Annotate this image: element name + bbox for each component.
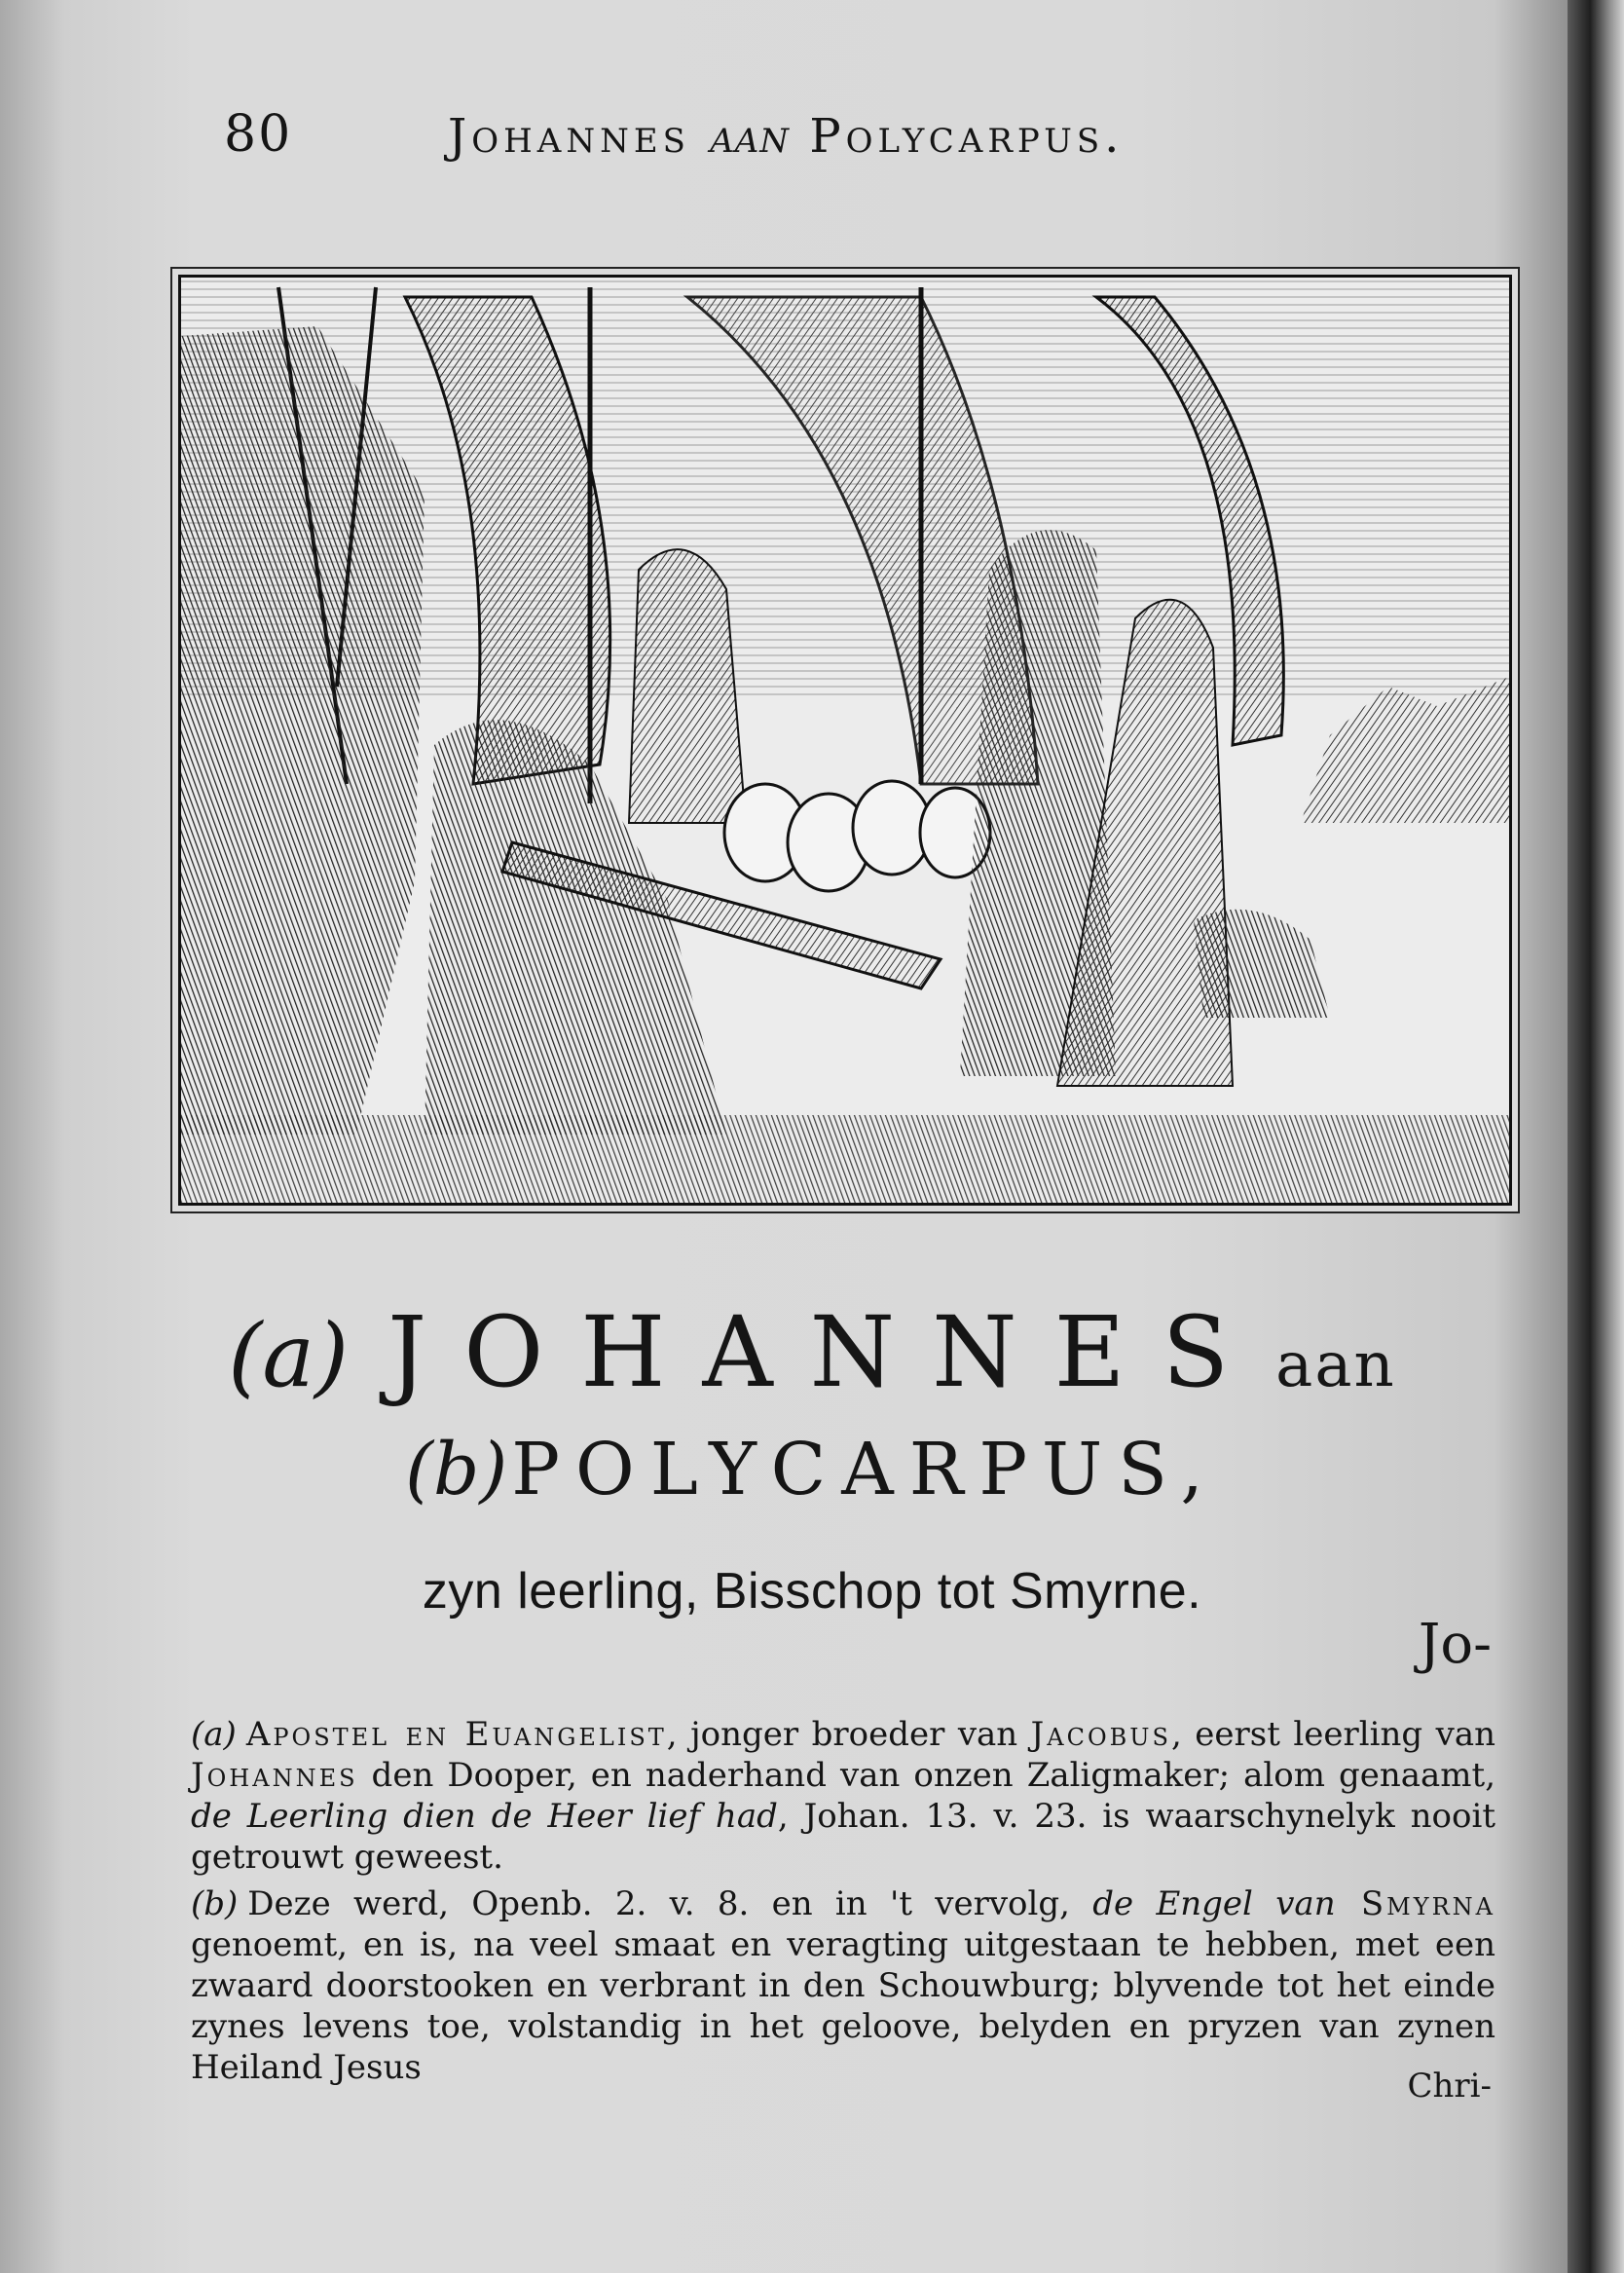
footnote-b-mark: (b): [191, 1884, 239, 1923]
next-page-edge: [1568, 0, 1624, 2273]
title-main: [0, 1295, 1624, 1409]
engraving-scene: [181, 278, 1509, 1203]
engraving-illustration: [178, 275, 1512, 1206]
page-number: 80: [224, 105, 293, 164]
running-title: [448, 109, 1124, 164]
footnote-a: (a) Apostel en Euangelist, jonger broeder van Jacobus, eerst leerling van Johannes den Dooper, en naderhand van onzen Zaligmaker; alom genaamt, de Leerling dien de Heer lief had, Johan. 13. v. 23. is waarschynelyk nooit getrouwt geweest.: [191, 1715, 1495, 1877]
running-head: [224, 105, 1305, 173]
title-main-suffix: aan: [1275, 1329, 1396, 1401]
title-main-tag: (a): [228, 1305, 350, 1407]
running-title-part2: Polycarpus.: [809, 109, 1125, 164]
title-sub-text: POLYCARPUS,: [511, 1428, 1219, 1511]
title-sub: [0, 1428, 1624, 1511]
title-sub-tag: (b): [405, 1428, 508, 1511]
title-third: zyn leerling, Bisschop tot Smyrne.: [422, 1563, 1202, 1620]
footnote-a-mark: (a): [191, 1715, 237, 1754]
running-title-connector: aan: [710, 109, 791, 164]
ground: [181, 1115, 1509, 1203]
running-title-part1: Johannes: [448, 109, 690, 164]
footnote-continuation: Chri-: [1407, 2067, 1492, 2105]
title-main-text: JOHANNES: [388, 1295, 1267, 1409]
catchword: Jo-: [1418, 1613, 1492, 1676]
footnotes: [191, 1714, 1495, 2094]
footnote-b: (b) Deze werd, Openb. 2. v. 8. en in 't vervolg, de Engel van Smyrna genoemt, en is, na veel smaat en veragting uitgestaan te hebben, met een zwaard doorstooken en verbrant in den Schouwburg; blyvende tot het einde zynes levens toe, volstandig in het geloove, belyden en pryzen van zynen Heiland Jesus: [191, 1884, 1495, 2087]
